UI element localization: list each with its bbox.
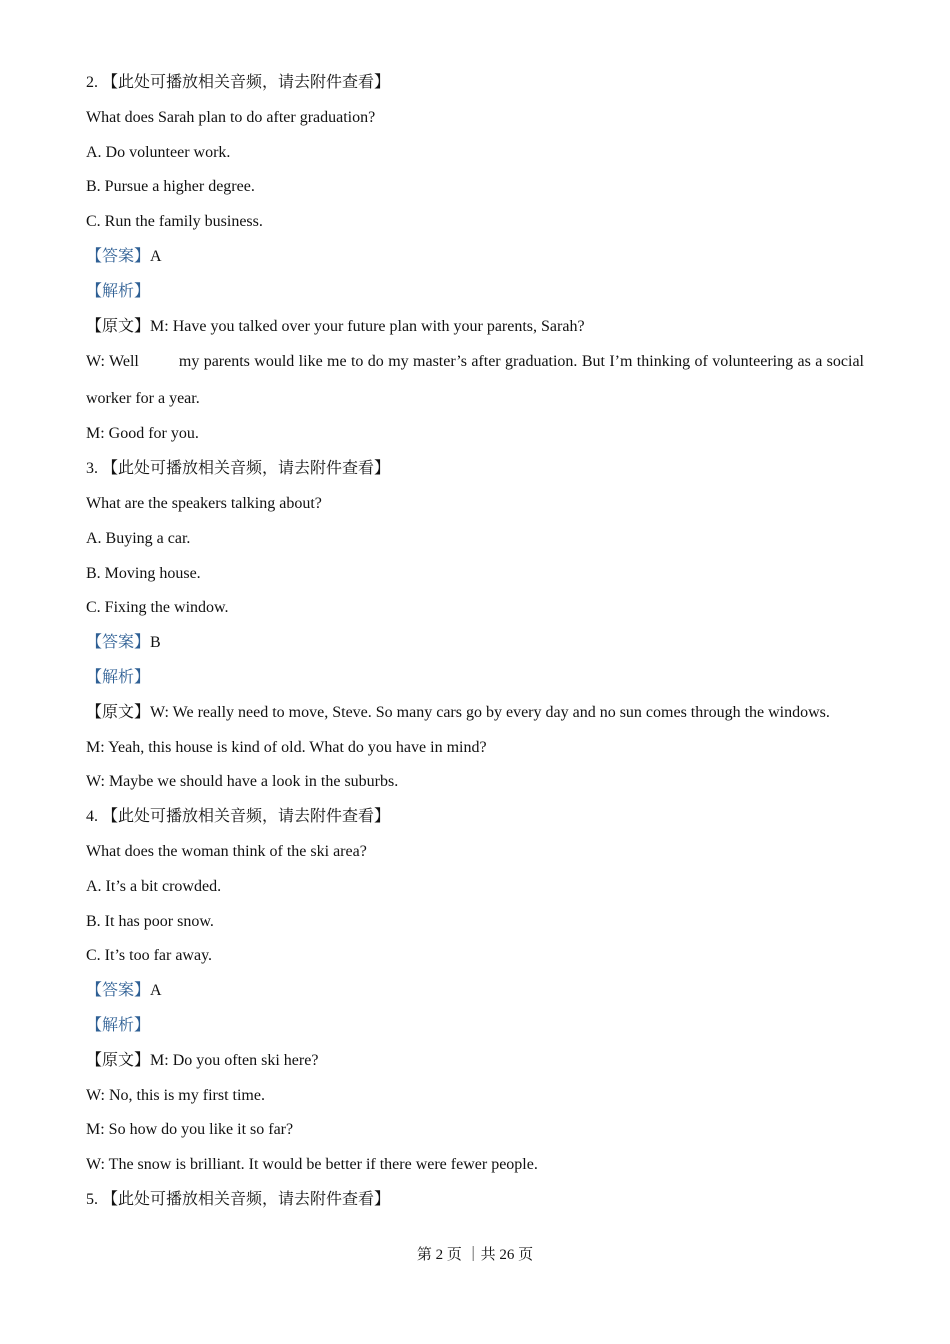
transcript-text: W: We really need to move, Steve. So many cars go by every day and no sun comes through the windows.	[150, 703, 830, 721]
transcript-text: M: Do you often ski here?	[150, 1051, 319, 1069]
transcript-tag: 【原文】	[86, 1051, 151, 1069]
option-b: B. Pursue a higher degree.	[86, 178, 255, 196]
transcript-line: W: Maybe we should have a look in the suburbs.	[86, 773, 399, 791]
option-b: B. It has poor snow.	[86, 912, 214, 930]
question-header: 5. 【此处可播放相关音频，请去附件查看】	[86, 1190, 391, 1208]
question-text: What does the woman think of the ski area?	[86, 842, 367, 860]
document-page	[86, 73, 864, 1225]
answer-value: B	[150, 634, 161, 652]
analysis-tag: 【解析】	[86, 668, 151, 686]
transcript-line: W: The snow is brilliant. It would be better if there were fewer people.	[86, 1156, 538, 1174]
answer-tag: 【答案】	[86, 634, 151, 652]
option-c: C. Fixing the window.	[86, 599, 229, 617]
answer-line	[86, 633, 864, 653]
transcript-line	[86, 1051, 864, 1071]
transcript-line	[86, 317, 864, 337]
transcript-line: M: So how do you like it so far?	[86, 1121, 294, 1139]
question-text: What are the speakers talking about?	[86, 494, 322, 512]
answer-line	[86, 981, 864, 1001]
answer-value: A	[150, 982, 162, 1000]
question-text: What does Sarah plan to do after graduation?	[86, 108, 376, 126]
transcript-tag: 【原文】	[86, 703, 151, 721]
question-header: 4. 【此处可播放相关音频，请去附件查看】	[86, 808, 391, 826]
page-footer: 第 2 页 ｜共 26 页	[416, 1247, 534, 1263]
analysis-tag: 【解析】	[86, 282, 151, 300]
answer-value: A	[150, 247, 162, 265]
transcript-text: M: Have you talked over your future plan with your parents, Sarah?	[150, 317, 585, 335]
transcript-text: my parents would like me to do my master’s after graduation. But I’m thinking of volunteering as a social worker for a year.	[86, 353, 865, 408]
transcript-line: M: Good for you.	[86, 425, 199, 443]
option-c: C. Run the family business.	[86, 213, 263, 231]
question-header: 3. 【此处可播放相关音频，请去附件查看】	[86, 460, 391, 478]
transcript-line: M: Yeah, this house is kind of old. What do you have in mind?	[86, 738, 487, 756]
analysis-tag: 【解析】	[86, 1016, 151, 1034]
transcript-line	[86, 703, 864, 723]
transcript-text: W: Well	[86, 353, 139, 371]
transcript-line: W: No, this is my first time.	[86, 1086, 265, 1104]
answer-line	[86, 247, 864, 267]
option-a: A. It’s a bit crowded.	[86, 877, 222, 895]
option-c: C. It’s too far away.	[86, 947, 213, 965]
question-header: 2. 【此处可播放相关音频，请去附件查看】	[86, 74, 391, 91]
answer-tag: 【答案】	[86, 247, 151, 265]
option-a: A. Do volunteer work.	[86, 143, 231, 161]
transcript-line	[86, 343, 864, 417]
answer-tag: 【答案】	[86, 982, 151, 1000]
transcript-tag: 【原文】	[86, 317, 151, 335]
option-b: B. Moving house.	[86, 564, 201, 582]
option-a: A. Buying a car.	[86, 529, 191, 547]
